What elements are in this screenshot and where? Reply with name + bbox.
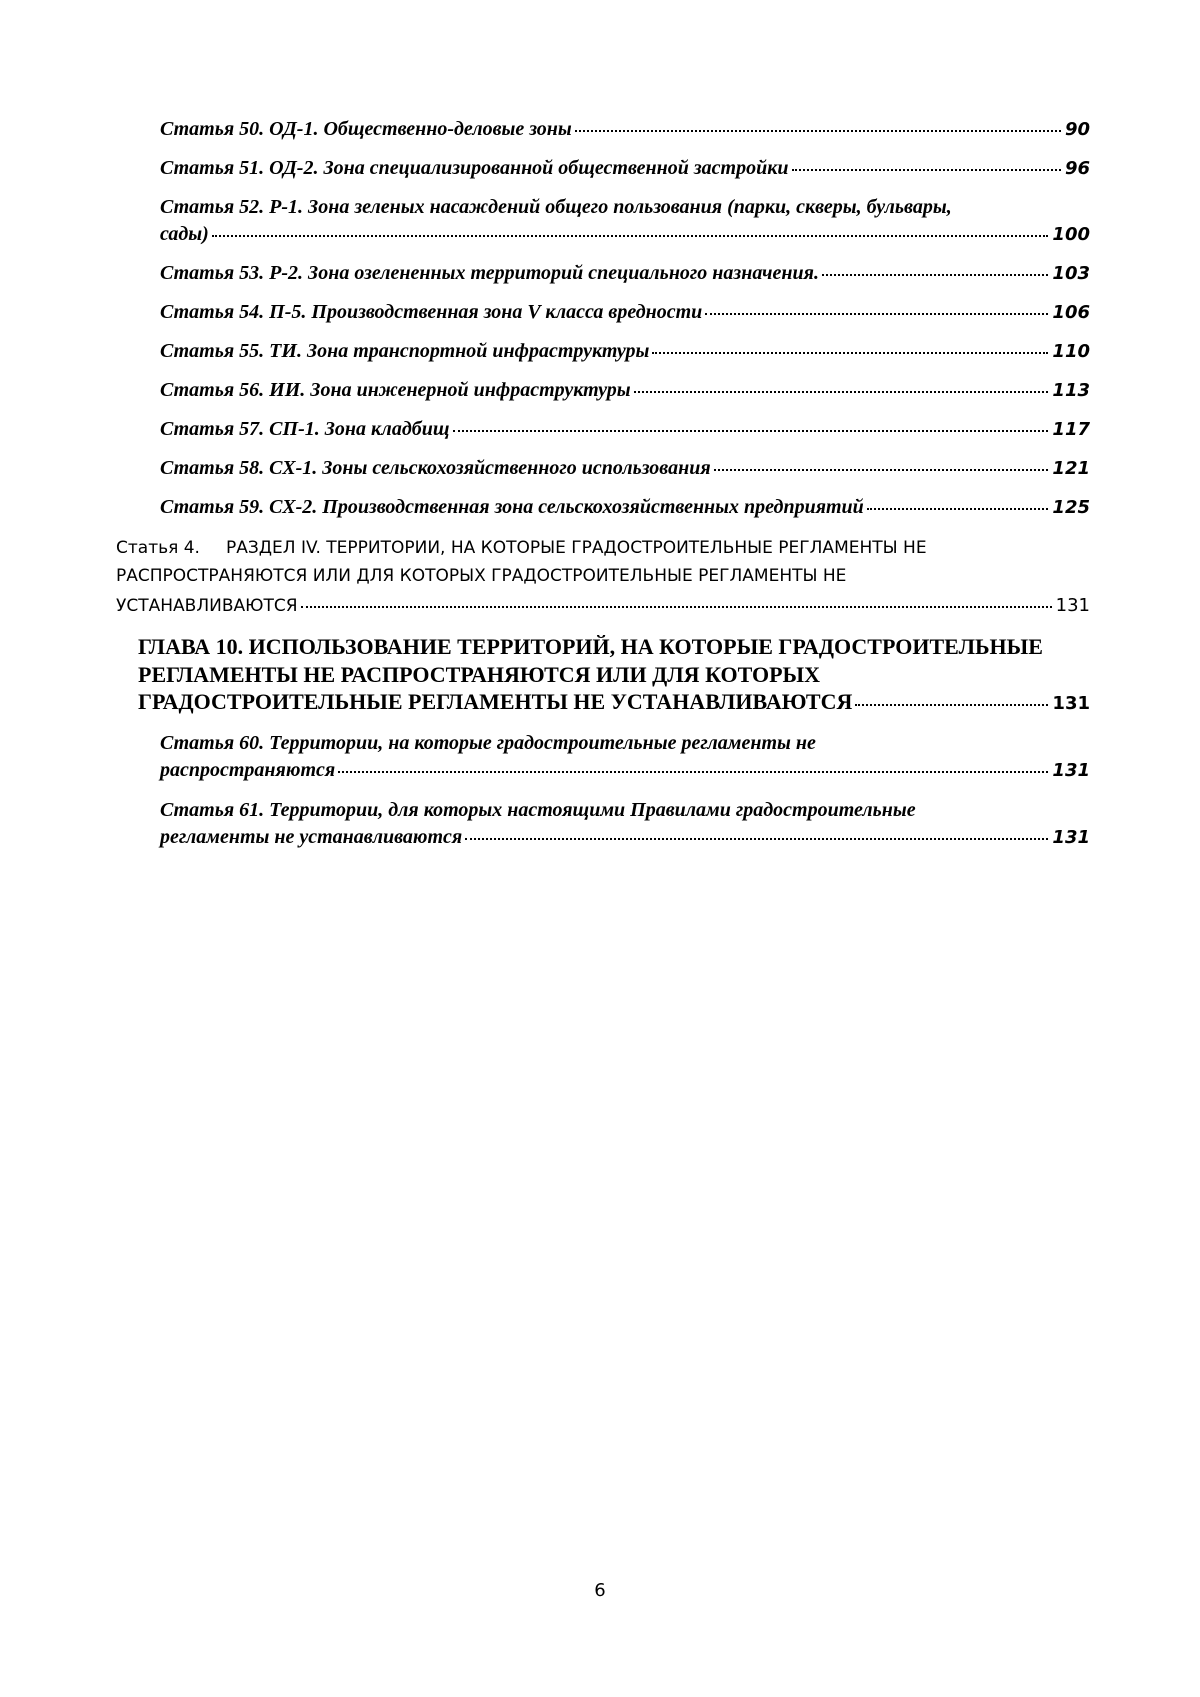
dot-leader bbox=[575, 130, 1061, 132]
toc-entry-page: 100 bbox=[1052, 224, 1090, 245]
dot-leader bbox=[465, 838, 1048, 840]
toc-entry[interactable] bbox=[160, 340, 1090, 363]
toc-entry-title: Статья 59. СХ-2. Производственная зона сельскохозяйственных предприятий bbox=[160, 496, 864, 518]
dot-leader bbox=[867, 508, 1049, 510]
toc-chapter-entry[interactable] bbox=[138, 689, 1090, 715]
toc-entry[interactable] bbox=[160, 223, 1090, 246]
dot-leader bbox=[338, 771, 1048, 773]
toc-section-entry[interactable] bbox=[116, 595, 1090, 616]
section-label[interactable]: Статья 4. bbox=[116, 538, 200, 558]
toc-entry-page: 131 bbox=[1052, 693, 1090, 714]
toc-entry[interactable] bbox=[160, 118, 1090, 141]
toc-entry-page: 113 bbox=[1052, 380, 1090, 401]
toc-entry-title: Статья 58. СХ-1. Зоны сельскохозяйственного использования bbox=[160, 457, 711, 479]
section-title-line3: УСТАНАВЛИВАЮТСЯ bbox=[116, 596, 298, 616]
toc-entry-title: Статья 57. СП-1. Зона кладбищ bbox=[160, 418, 450, 440]
dot-leader bbox=[212, 235, 1049, 237]
toc-entry[interactable] bbox=[160, 301, 1090, 324]
dot-leader bbox=[714, 469, 1049, 471]
chapter-title-line2[interactable]: РЕГЛАМЕНТЫ НЕ РАСПРОСТРАНЯЮТСЯ ИЛИ ДЛЯ КОТОРЫХ bbox=[138, 662, 821, 687]
chapter-title-line3: ГРАДОСТРОИТЕЛЬНЫЕ РЕГЛАМЕНТЫ НЕ УСТАНАВЛИВАЮТСЯ bbox=[138, 689, 853, 714]
toc-entry-page: 106 bbox=[1052, 302, 1090, 323]
toc-entry-page: 103 bbox=[1052, 263, 1090, 284]
toc-entry-title: Статья 56. ИИ. Зона инженерной инфраструктуры bbox=[160, 379, 631, 401]
toc-entry-page: 131 bbox=[1055, 595, 1090, 616]
toc-entry[interactable] bbox=[160, 157, 1090, 180]
dot-leader bbox=[634, 391, 1049, 393]
toc-entry[interactable] bbox=[160, 457, 1090, 480]
toc-entry-title: Статья 54. П-5. Производственная зона V класса вредности bbox=[160, 301, 703, 323]
toc-entry-page: 121 bbox=[1052, 458, 1090, 479]
dot-leader bbox=[855, 704, 1048, 706]
toc-entry-title-line1[interactable]: Статья 52. Р-1. Зона зеленых насаждений общего пользования (парки, скверы, бульвары, bbox=[160, 196, 952, 218]
toc-entry-title: Статья 51. ОД-2. Зона специализированной общественной застройки bbox=[160, 157, 789, 179]
toc-entry[interactable] bbox=[160, 759, 1090, 782]
dot-leader bbox=[705, 313, 1048, 315]
toc-entry-title-line1[interactable]: Статья 61. Территории, для которых настоящими Правилами градостроительные bbox=[160, 799, 916, 821]
dot-leader bbox=[652, 352, 1048, 354]
section-title-line1[interactable]: РАЗДЕЛ IV. ТЕРРИТОРИИ, НА КОТОРЫЕ ГРАДОСТРОИТЕЛЬНЫЕ РЕГЛАМЕНТЫ НЕ bbox=[226, 538, 927, 558]
toc-entry-title-line2: распространяются bbox=[160, 759, 336, 781]
toc-entry-title-line1[interactable]: Статья 60. Территории, на которые градостроительные регламенты не bbox=[160, 732, 816, 754]
toc-entry-page: 90 bbox=[1064, 119, 1090, 140]
toc-entry[interactable] bbox=[160, 826, 1090, 849]
dot-leader bbox=[822, 274, 1048, 276]
toc-entry-page: 125 bbox=[1052, 497, 1090, 518]
toc-entry-title: Статья 50. ОД-1. Общественно-деловые зоны bbox=[160, 118, 572, 140]
toc-entry-page: 96 bbox=[1064, 158, 1090, 179]
toc-entry-title-line2: регламенты не устанавливаются bbox=[160, 826, 463, 848]
toc-entry-title-line2: сады) bbox=[160, 223, 209, 245]
toc-entry-page: 110 bbox=[1052, 341, 1090, 362]
dot-leader bbox=[792, 169, 1061, 171]
toc-entry-page: 131 bbox=[1052, 827, 1090, 848]
toc-entry[interactable] bbox=[160, 418, 1090, 441]
toc-entry-page: 117 bbox=[1052, 419, 1090, 440]
section-title-line2[interactable]: РАСПРОСТРАНЯЮТСЯ ИЛИ ДЛЯ КОТОРЫХ ГРАДОСТРОИТЕЛЬНЫЕ РЕГЛАМЕНТЫ НЕ bbox=[116, 566, 847, 586]
toc-entry[interactable] bbox=[160, 379, 1090, 402]
toc-entry-page: 131 bbox=[1052, 760, 1090, 781]
toc-entry[interactable] bbox=[160, 262, 1090, 285]
toc-entry-title: Статья 53. Р-2. Зона озелененных территорий специального назначения. bbox=[160, 262, 819, 284]
dot-leader bbox=[301, 606, 1052, 608]
dot-leader bbox=[453, 430, 1049, 432]
toc-entry[interactable] bbox=[160, 496, 1090, 519]
page-number: 6 bbox=[594, 1580, 606, 1601]
toc-entry-title: Статья 55. ТИ. Зона транспортной инфраструктуры bbox=[160, 340, 650, 362]
chapter-title-line1[interactable]: ГЛАВА 10. ИСПОЛЬЗОВАНИЕ ТЕРРИТОРИЙ, НА КОТОРЫЕ ГРАДОСТРОИТЕЛЬНЫЕ bbox=[138, 634, 1043, 659]
